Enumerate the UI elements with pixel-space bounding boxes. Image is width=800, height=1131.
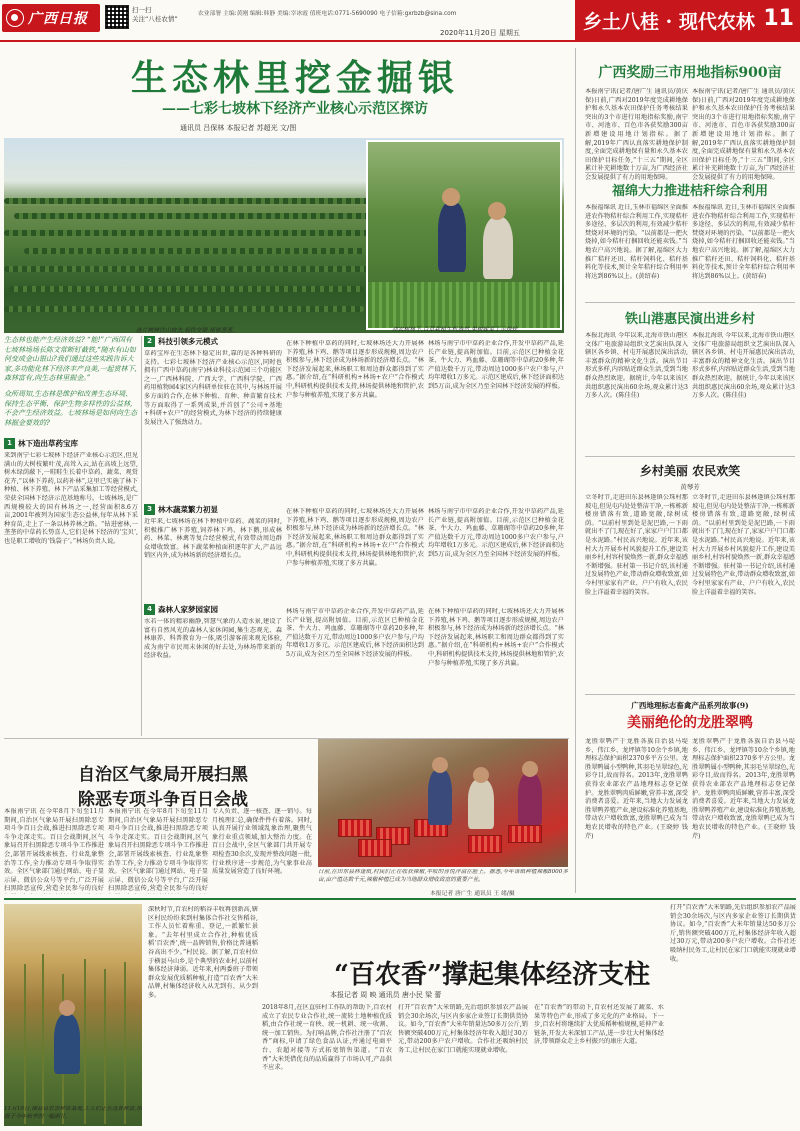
lead-note: 众所周知,生态林是维护和改善生态环境、保持生态平衡、保护生物多样性的公益林,不会产生经济效益。七坡林场是如何向生态林掘金要效的? — [4, 390, 137, 427]
editor-info: 农业部署 主编:黄刚 编辑:韩静 美编:宰冰霞 值班电话:0771-5690090 电子信箱:gxrbzb@sina.com — [198, 11, 457, 17]
newspaper-logo — [2, 4, 100, 32]
pepper-harvest-photo — [318, 739, 568, 867]
section-4-title: 森林人家梦园家园 — [158, 605, 218, 614]
photo-caption-main: 连片树林往山坡去,起伏交错,郁郁葱葱。 — [136, 328, 239, 334]
story2-body-cont: 本报福绵讯 近日,玉林市福绵区全面推进农作物秸秆综合利用工作,实现秸秆多途径、多层次的利用,有效减少秸秆焚烧对环境的污染。“以前都是一把火烧掉,如今秸秆打捆回收还能卖钱。”当地农户高兴地说。据了解,福绵区大力推广秸秆还田、秸秆饲料化、秸秆基料化等技术,预计全年秸秆综合利用率将达到86%以上。(黄绍春) — [692, 204, 795, 280]
section-2-head — [144, 336, 218, 347]
bottom-headline: “百农香”撑起集体经济支柱 — [334, 960, 650, 990]
section-4-head — [144, 604, 218, 615]
story4-head: 乡村美丽 农民欢笑 — [639, 464, 741, 478]
story1-body-cont: 本报南宁讯(记者/唐广生 通讯员/黄庆保)日前,广西对2019年度完成耕地保护和永久基本农田保护任务考核结果突出的3个市进行用地指标奖励,南宁市、河池市、百色市各获奖励300亩新增建设用地计划指标。据了解,2019年广西认真落实耕地保护制度,全面完成耕地保有量和永久基本农田保护目标任务,“十三五”期间,全区累计补充耕地数十万亩,为广西经济社会发展提供了有力的用地保障。 — [692, 88, 795, 181]
section-1-num: 1 — [4, 438, 15, 449]
section-3-title: 林木蔬菜繁力初显 — [158, 505, 218, 514]
section-3-body: 近年来,七坡林场在林下种植中草药、蔬菜的同时,积极推广林下养殖,饲养林下鸡、林下鹅,形成林药、林菜、林禽等复合经营模式,有效带动周边群众增收致富。林下蔬菜种植面积逐年扩大,产品远销区内外,成为林场新的经济增长点。 — [144, 518, 282, 560]
issue-date: 2020年11月20日 星期五 — [440, 29, 520, 37]
lead-intro — [4, 336, 138, 388]
section-2-body-cont: 在林下种植中草药的同时,七坡林场还大力开展林下养殖,林下鸡、鹅等项目逐步形成规模,周边农户积极参与,林下经济成为林场新的经济增长点。“林下经济发展起来,林场职工和周边群众都得到了实惠。”据介绍,在“科研机构+林场+农户”合作模式中,科研机构提供技术支持,林场提供林地和管护,农户参与种植养殖,实现了多方共赢。 — [286, 340, 424, 399]
newspaper-seal-icon — [6, 9, 24, 27]
story1-head: 广西奖励三市用地指标900亩 — [598, 65, 782, 81]
scan-prompt — [132, 6, 178, 24]
story3-head: 铁山港惠民演出进乡村 — [624, 312, 755, 327]
feature-subtitle: ——七彩七坡林下经济产业核心示范区探访 — [162, 101, 428, 117]
column-divider — [141, 336, 142, 736]
bottom-story-col-e: 打开“百农香”大米销路,先后组织参加农产品展销会30余场次,与区内多家企业签订长期供货协议。如今,“百农香”大米年销量达50多万公斤,销售额突破400万元,村集体经济年收入超过30万元,带动200多户农户增收。合作社还吸纳村民务工,让村民在家门口就能实现就业增收。 — [670, 904, 796, 963]
story5-head: 美丽绝伦的龙胜翠鸭 — [627, 715, 753, 731]
rc-rule-3 — [585, 456, 795, 457]
workers-photo — [366, 140, 562, 330]
story3-body-cont: 本报北海讯 今年以来,北海市铁山港区文体广电旅游局组织文艺演出队深入辖区各乡镇、村屯开展惠民演出活动,丰富群众的精神文化生活。演出节目形式多样,内容贴近群众生活,受到当地群众热烈欢迎。据统计,今年以来该区共组织惠民演出60余场,观众累计达3万多人次。(陈佳佳) — [692, 332, 795, 400]
story5-body: 龙胜翠鸭产于龙胜各族自治县马堤乡、伟江乡、龙坪镇等10余个乡镇,地理标志保护面积2370多平方公里。龙胜翠鸭属小型鸭种,其羽毛呈翠绿色,光彩夺目,故而得名。2013年,龙胜翠鸭获得农业部农产品地理标志登记保护。龙胜翠鸭肉质鲜嫩,营养丰富,深受消费者喜爱。近年来,当地大力发展龙胜翠鸭养殖产业,建设标准化养殖基地,带动农户增收致富,龙胜翠鸭已成为当地农民增收的特色产业。(王晓婷 钱芹) — [585, 738, 688, 840]
weather-body: 本报南宁讯 在今年8月下旬至11月期间,自治区气象局开展扫黑除恶专项斗争百日会战,推进扫黑除恶专项斗争走深走实。百日会战期间,区气象局召开扫黑除恶专项斗争工作推进会,部署开展线索核查、行业乱象整治等工作,全力推动专项斗争取得实效。全区气象部门通过网站、电子显示屏、微信公众号等平台,广泛开展扫黑除恶宣传,营造全民参与的良好 — [4, 808, 104, 893]
section-4-body-cont-2: 在林下种植中草药的同时,七坡林场还大力开展林下养殖,林下鸡、鹅等项目逐步形成规模,周边农户积极参与,林下经济成为林场新的经济增长点。“林下经济发展起来,林场职工和周边群众都得到了实惠。”据介绍,在“科研机构+林场+农户”合作模式中,科研机构提供技术支持,林场提供林地和管护,农户参与种植养殖,实现了多方共赢。 — [428, 608, 564, 667]
bottom-story-col-c: 打开“百农香”大米销路,先后组织参加农产品展销会30余场次,与区内多家企业签订长期供货协议。如今,“百农香”大米年销量达50多万公斤,销售额突破400万元,村集体经济年收入超过30万元,带动200多户农户增收。合作社还吸纳村民务工,让村民在家门口就能实现就业增收。 — [398, 1004, 528, 1054]
section-3-body-cont-2: 林场与南宁市中草药企业合作,开发中草药产品,延长产业链,提高附加值。目前,示范区已种植金花茶、牛大力、鸡血藤、草珊瑚等中草药20多种,年产值达数千万元,带动周边1000多户农户参与,户均年增收1万多元。示范区建成后,林下经济面积达到5万亩,成为全区乃至全国林下经济发展的样板。 — [428, 508, 564, 558]
pepper-photo-caption: 日前,在田东县林逢镇,村民们正在收获辣椒,丰收的喜悦洋溢在脸上。据悉,今年该镇种植辣椒8000多亩,亩产值达数千元,辣椒种植已成为当地群众增收致富的重要产业。 — [318, 869, 568, 883]
story4-byline: 黄琴芳 — [680, 483, 700, 491]
section-4-body-cont: 林场与南宁市中草药企业合作,开发中草药产品,延长产业链,提高附加值。目前,示范区已种植金花茶、牛大力、鸡血藤、草珊瑚等中草药20多种,年产值达数千万元,带动周边1000多户农户参与,户均年增收1万多元。示范区建成后,林下经济面积达到5万亩,成为全区乃至全国林下经济发展的样板。 — [286, 608, 424, 658]
bottom-story-rule — [4, 898, 796, 900]
rc-rule-4 — [585, 694, 795, 695]
story3-body: 本报北海讯 今年以来,北海市铁山港区文体广电旅游局组织文艺演出队深入辖区各乡镇、村屯开展惠民演出活动,丰富群众的精神文化生活。演出节目形式多样,内容贴近群众生活,受到当地群众热烈欢迎。据统计,今年以来该区共组织惠民演出60余场,观众累计达3万多人次。(陈佳佳) — [585, 332, 688, 400]
section-3-num: 3 — [144, 504, 155, 515]
seedling-photo-caption: 11月10日,横县百农香种苗基地,工人们正在选育秧苗,拍摄于今年秋季的一幅照片, — [4, 1106, 142, 1120]
section-2-num: 2 — [144, 336, 155, 347]
weather-headline-1: 自治区气象局开展扫黑 — [78, 765, 248, 785]
scan-line-1: 扫一扫 — [132, 6, 152, 14]
page-number: 11 — [763, 6, 794, 31]
section-2-body: 草药宝库在生态林下稳定出世,靠的是各种科研的支持。七彩七坡林下经济产业核心示范区,同时也拥有广西中草药(南宁)林业科技示范园三个功能区之一,广西林科院、广西大学、广西科学院、广西药用植物园4家区内科研单位驻在其中,与林场开展多方面的合作,在林下种植、育种、种苗繁育技术等方面取得了一系列成果,并首创了“公司+基地+科研+农户”的经营模式,为林下经济的持续健康发展注入了强劲动力。 — [144, 350, 282, 426]
feature-byline: 通讯员 吕保林 本报记者 苏超光 文/图 — [180, 124, 297, 132]
bottom-byline: 本报记者 周 映 通讯员 唐小民 梁 蕾 — [330, 991, 442, 999]
pepper-photo-byline: 本报记者 唐广生 通讯员 王 绪/摄 — [430, 891, 515, 897]
section-1-head — [4, 438, 78, 449]
section-banner — [575, 0, 800, 40]
story2-body: 本报福绵讯 近日,玉林市福绵区全面推进农作物秸秆综合利用工作,实现秸秆多途径、多层次的利用,有效减少秸秆焚烧对环境的污染。“以前都是一把火烧掉,如今秸秆打捆回收还能卖钱。”当地农户高兴地说。据了解,福绵区大力推广秸秆还田、秸秆饲料化、秸秆基料化等技术,预计全年秸秆综合利用率将达到86%以上。(黄绍春) — [585, 204, 688, 280]
section-1-title: 林下造出草药宝库 — [18, 439, 78, 448]
section-4-body: 水若一体的精彩幽静,智慧气象的人造水景,建设了富有自然风光的森林人家休闲园,集生态观光、森林康养、科普教育为一体,吸引游客前来观光体验,成为南宁市民周末休闲的好去处,为林场带来新的经济收益。 — [144, 618, 282, 660]
lead-question: 生态林也能产生经济效益? — [4, 336, 85, 344]
right-column-divider — [575, 48, 576, 893]
story1-body: 本报南宁讯(记者/唐广生 通讯员/黄庆保)日前,广西对2019年度完成耕地保护和永久基本农田保护任务考核结果突出的3个市进行用地指标奖励,南宁市、河池市、百色市各获奖励300亩新增建设用地计划指标。据了解,2019年广西认真落实耕地保护制度,全面完成耕地保有量和永久基本农田保护目标任务,“十三五”期间,全区累计补充耕地数十万亩,为广西经济社会发展提供了有力的用地保障。 — [585, 88, 688, 181]
qr-code-icon[interactable] — [105, 5, 129, 29]
feature-headline: 生态林里挖金掘银 — [130, 57, 459, 99]
rc-rule-1 — [585, 172, 795, 173]
bottom-story-col-b: 2018年8月,在区直驻村工作队的帮助下,百农村成立了农民专业合作社,统一流转土地种植优质稻,由合作社统一育秧、统一机耕、统一收割、统一加工销售。为打响品牌,合作社注册了“百农香”商标,申请了绿色食品认证,并通过电商平台、农超对接等方式拓宽销售渠道。“百农香”大米凭借优良的品质赢得了市场认可,产品供不应求。 — [262, 1004, 392, 1072]
section-3-head — [144, 504, 218, 515]
photo-caption-inset: 冲农树林下,百草栽植生机盎然,果树嫁菜丁示规轮。 — [392, 327, 524, 333]
section-1-body: 来到南宁七彩七坡林下经济产业核心示范区,但见满山的大树枝繁叶茂,高耸入云,站在高坡上远望,树木绿荫蔽下,一畦畦生长着中草药、蔬菜、观赏花卉,“以林下养药,以药补林”,这里已实施了林下种植、林下养殖、林下产品采集加工等经营模式,荣获全国林下经济示范基地称号。七坡林场,是广西规模较大的国有林场之一,经营面积8.6万亩,2001年被列为国家生态公益林,每年从林下采种育苗,走上了一条以林养林之路。“钻进密林,一垄垄的中草药长势喜人,它们是林下经济的‘宝贝’,也是职工增收的‘钱袋子’。”林场负责人说。 — [4, 452, 138, 545]
scan-line-2: 关注“八桂农情” — [132, 15, 178, 23]
rc-rule-2 — [585, 302, 795, 303]
masthead — [0, 0, 800, 40]
bottom-story-col-a: 深秋时节,百农村的稻谷丰收再创新高,辖区村民纷纷来到村集体合作社交售稻谷,工作人员忙着称重、登记,一派繁忙景象。“去年村里成立合作社,种植优质稻‘百农香’,统一品牌销售,价格比普通稻谷高出不少。”村民说。据了解,百农村位于横县马山乡,是个典型的农业村,以前村集体经济薄弱。近年来,村两委班子带领群众发展优质稻种植,打造“百农香”大米品牌,村集体经济收入从无到有、从少到多。 — [148, 906, 258, 999]
lead-body: “能!”广西国有七坡林场场长陈文常断钉截铁,“随水有山如何变成金山银山?我们通过这些实践告诉大家,多功能化林下经济丰产良美,一起赏林下,森林富有,向生态林里掘金。” — [4, 336, 137, 383]
story5-kicker: 广西地理标志畜禽产品系列故事(9) — [631, 701, 749, 710]
logo-text: 广西日报 — [28, 11, 88, 27]
section-2-title: 科技引领多元模式 — [158, 337, 218, 346]
section-title: 乡土八桂 · 现代农林 — [583, 11, 755, 33]
story4-body: 立冬时节,走进田东县林逢镇公珠村那坡屯,但见屯内处处整洁干净,一栋栋新楼房错落有致,道路宽敞,绿树成荫。“以前村里到处是泥巴路,一下雨就出不了门,现在好了,家家户户门口都是水泥路。”村民高兴地说。近年来,该村大力开展乡村风貌提升工作,建设美丽乡村,村容村貌焕然一新,群众幸福感不断增强。驻村第一书记介绍,该村通过发展特色产业,带动群众增收致富,如今村里家家有产业、户户有收入,农民脸上洋溢着幸福的笑容。 — [585, 494, 688, 596]
weather-headline-2: 除恶专项斗争百日会战 — [78, 790, 248, 810]
top-rule — [0, 40, 800, 42]
story2-head: 福绵大力推进桔秆综合利用 — [611, 184, 768, 199]
seedling-photo — [4, 904, 142, 1126]
weather-body-2: 专人负责、逐一核查、逐一销号。每月梳理汇总,确保件件有着落。同时,认真开展行业领域乱象治理,聚焦气象行业重点领域,加大整治力度。在百日会战中,全区气象部门共开展专项检查30余次,发现并整改问题一批,行业秩序进一步规范,为气象事业高质量发展营造了良好环境。 — [212, 808, 312, 876]
story5-body-cont: 龙胜翠鸭产于龙胜各族自治县马堤乡、伟江乡、龙坪镇等10余个乡镇,地理标志保护面积2370多平方公里。龙胜翠鸭属小型鸭种,其羽毛呈翠绿色,光彩夺目,故而得名。2013年,龙胜翠鸭获得农业部农产品地理标志登记保护。龙胜翠鸭肉质鲜嫩,营养丰富,深受消费者喜爱。近年来,当地大力发展龙胜翠鸭养殖产业,建设标准化养殖基地,带动农户增收致富,龙胜翠鸭已成为当地农民增收的特色产业。(王晓婷 钱芹) — [692, 738, 795, 840]
section-3-body-cont: 在林下种植中草药的同时,七坡林场还大力开展林下养殖,林下鸡、鹅等项目逐步形成规模,周边农户积极参与,林下经济成为林场新的经济增长点。“林下经济发展起来,林场职工和周边群众都得到了实惠。”据介绍,在“科研机构+林场+农户”合作模式中,科研机构提供技术支持,林场提供林地和管护,农户参与种植养殖,实现了多方共赢。 — [286, 508, 424, 567]
section-2-body-cont-2: 林场与南宁市中草药企业合作,开发中草药产品,延长产业链,提高附加值。目前,示范区已种植金花茶、牛大力、鸡血藤、草珊瑚等中草药20多种,年产值达数千万元,带动周边1000多户农户参与,户均年增收1万多元。示范区建成后,林下经济面积达到5万亩,成为全区乃至全国林下经济发展的样板。 — [428, 340, 564, 390]
story4-body-cont: 立冬时节,走进田东县林逢镇公珠村那坡屯,但见屯内处处整洁干净,一栋栋新楼房错落有致,道路宽敞,绿树成荫。“以前村里到处是泥巴路,一下雨就出不了门,现在好了,家家户户门口都是水泥路。”村民高兴地说。近年来,该村大力开展乡村风貌提升工作,建设美丽乡村,村容村貌焕然一新,群众幸福感不断增强。驻村第一书记介绍,该村通过发展特色产业,带动群众增收致富,如今村里家家有产业、户户有收入,农民脸上洋溢着幸福的笑容。 — [692, 494, 795, 596]
section-4-num: 4 — [144, 604, 155, 615]
weather-body-cont: 本报南宁讯 在今年8月下旬至11月期间,自治区气象局开展扫黑除恶专项斗争百日会战,推进扫黑除恶专项斗争走深走实。百日会战期间,区气象局召开扫黑除恶专项斗争工作推进会,部署开展线索核查、行业乱象整治等工作,全力推动专项斗争取得实效。全区气象部门通过网站、电子显示屏、微信公众号等平台,广泛开展扫黑除恶宣传,营造全民参与的良好 — [108, 808, 208, 893]
bottom-story-col-d: 在“百农香”的带动下,百农村还发展了蔬菜、水果等特色产业,形成了多元化的产业格局。下一步,百农村将继续扩大优质稻种植规模,延伸产业链条,开发大米深加工产品,进一步壮大村集体经济,带领群众走上乡村振兴的康庄大道。 — [534, 1004, 664, 1046]
